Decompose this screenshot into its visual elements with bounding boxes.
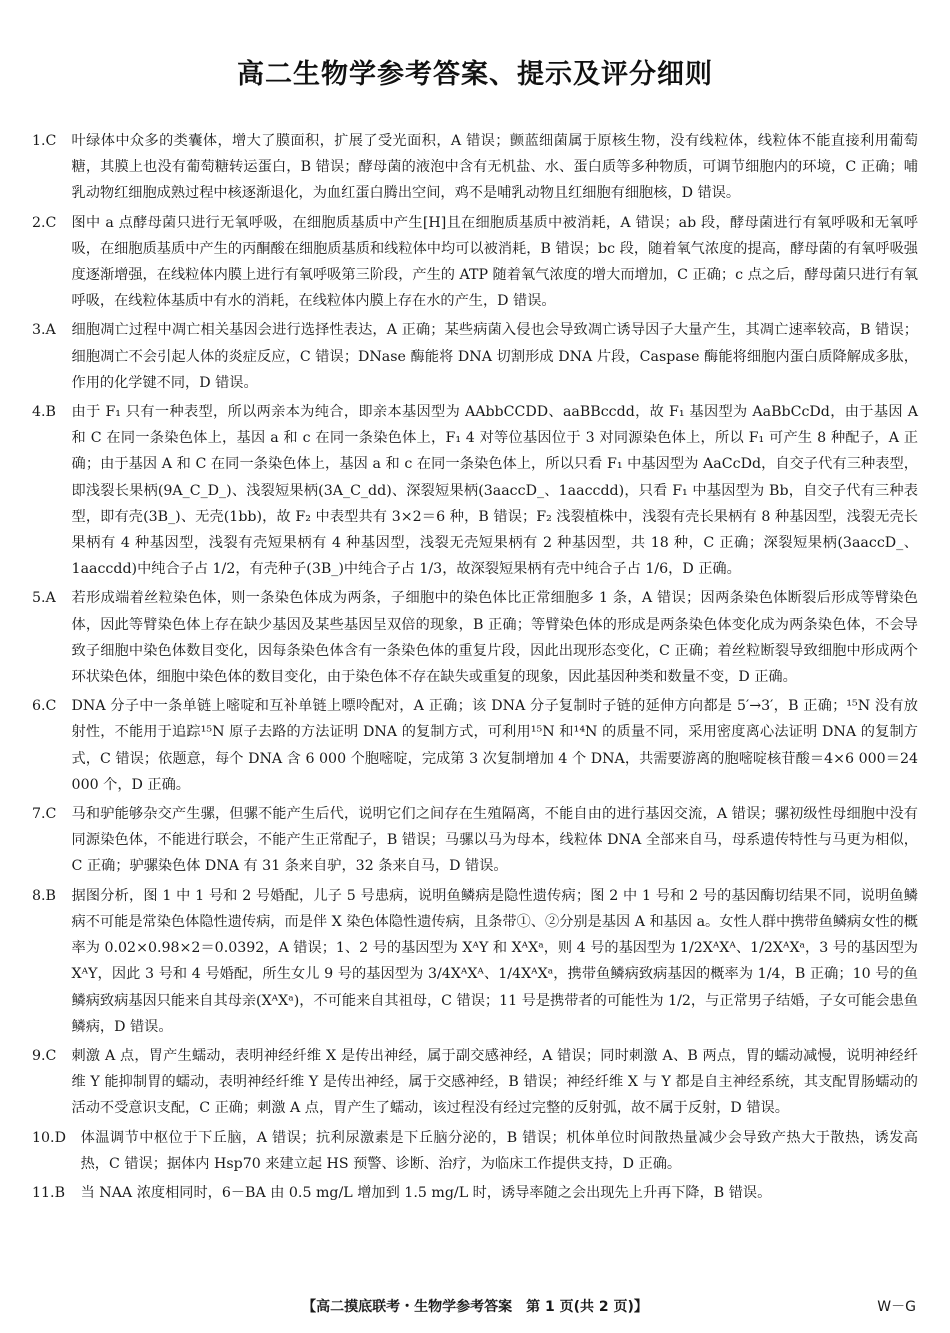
answer-item xyxy=(32,1043,918,1122)
answer-letter: C xyxy=(45,1047,57,1064)
answer-letter: B xyxy=(54,1184,66,1201)
question-number: 11. xyxy=(32,1184,55,1201)
answer-letter: B xyxy=(45,887,56,904)
answer-explanation: 图中 a 点酵母菌只进行无氧呼吸，在细胞质基质中产生[H]且在细胞质基质中被消耗，A 错误；ab 段，酵母菌进行有氧呼吸和无氧呼吸，在细胞质基质中产生的丙酮酸在细胞质基质和线粒体中均可以被消耗，B 错误；bc 段，随着氧气浓度的提高，酵母菌的有氧呼吸强度逐渐增强，在线粒体内膜上进行有氧呼吸第三阶段，产生的 ATP 随着氧气浓度的增大而增加，C 正确；c 点之后，酵母菌只进行有氧呼吸，在线粒体基质中有水的消耗，在线粒体内膜上存在水的产生，D 错误。 xyxy=(71,214,918,310)
question-number: 9. xyxy=(32,1047,46,1064)
answer-letter: C xyxy=(45,806,57,823)
answer-explanation: 若形成端着丝粒染色体，则一条染色体成为两条，子细胞中的染色体比正常细胞多 1 条，A 错误；因两条染色体断裂后形成等臂染色体，因此等臂染色体上存在缺少基因及某些基因呈双倍的现象，B 正确；等臂染色体的形成是两条染色体变化成为两条染色体，不会导致子细胞中染色体数目变化，因每条染色体含有一条染色体的重复片段，因此出现形态变化，C 正确；着丝粒断裂导致细胞中形成两个环状染色体，细胞中染色体的数目变化，由于染色体不存在缺失或重复的现象，因此基因种类和数量不变，D 正确。 xyxy=(71,590,918,686)
answer-letter: C xyxy=(45,698,57,715)
answer-explanation: 刺激 A 点，胃产生蠕动，表明神经纤维 X 是传出神经，属于副交感神经，A 错误；同时刺激 A、B 两点，胃的蠕动减慢，说明神经纤维 Y 能抑制胃的蠕动，表明神经纤维 Y 是传出神经，属于交感神经，B 错误；神经纤维 X 与 Y 都是自主神经系统，其支配胃肠蠕动的活动不受意识支配，C 正确；刺激 A 点，胃产生了蠕动，该过程没有经过完整的反射弧，故不属于反射，D 错误。 xyxy=(71,1047,918,1117)
question-number: 10. xyxy=(32,1129,55,1146)
answer-item xyxy=(32,1180,918,1206)
page-footer xyxy=(0,1296,950,1326)
question-number: 4. xyxy=(32,404,46,421)
answer-letter: D xyxy=(54,1129,66,1146)
answer-explanation: 由于 F₁ 只有一种表型，所以两亲本为纯合，即亲本基因型为 AAbbCCDD、aaBBccdd，故 F₁ 基因型为 AaBbCcDd，由于基因 A 和 C 在同一条染色体上，基因 a 和 c 在同一条染色体上，F₁ 4 对等位基因位于 3 对同源染色体上，所以 F₁ 可产生 8 种配子，A 正确；由于基因 A 和 C 在同一条染色体上，基因 a 和 c 在同一条染色体上，所以只看 F₁ 中基因型为 AaCcDd，自交子代有三种表型，即浅裂长果柄(9A_C_D_)、浅裂短果柄(3A_C_dd)、深裂短果柄(3aaccD_、1aaccdd)，只看 F₁ 中基因型为 Bb，自交子代有三种表型，即有壳(3B_)、无壳(1bb)，故 F₂ 中表型共有 3×2＝6 种，B 错误；F₂ 浅裂植株中，浅裂有壳长果柄有 8 种基因型，浅裂无壳长果柄有 4 种基因型，浅裂有壳短果柄有 4 种基因型，浅裂无壳短果柄有 2 种基因型，共 18 种，C 正确；深裂短果柄(3aaccD_、1aaccdd)中纯合子占 1/2，有壳种子(3B_)中纯合子占 1/3，故深裂短果柄有壳中纯合子占 1/6，D 正确。 xyxy=(71,404,918,578)
answer-letter: C xyxy=(45,133,57,149)
answer-explanation: 细胞凋亡过程中凋亡相关基因会进行选择性表达，A 正确；某些病菌入侵也会导致凋亡诱导因子大量产生，其凋亡速率较高，B 错误；细胞凋亡不会引起人体的炎症反应，C 错误；DNase 酶能将 DNA 切割形成 DNA 片段，Caspase 酶能将细胞内蛋白质降解成多肽，作用的化学键不同，D 错误。 xyxy=(71,322,918,391)
question-number: 8. xyxy=(32,887,46,904)
answer-explanation: 马和驴能够杂交产生骡，但骡不能产生后代，说明它们之间存在生殖隔离，不能自由的进行基因交流，A 错误；骡初级性母细胞中没有同源染色体，不能进行联会，不能产生正常配子，B 错误；马骡以马为母本，线粒体 DNA 全部来自马，母系遗传特性与马更为相似，C 正确；驴骡染色体 DNA 有 31 条来自驴，32 条来自马，D 错误。 xyxy=(71,806,918,875)
answer-item xyxy=(32,801,918,880)
answer-explanation: DNA 分子中一条单链上嘧啶和互补单链上嘌呤配对，A 正确；该 DNA 分子复制时子链的延伸方向都是 5′→3′，B 正确；¹⁵N 没有放射性，不能用于追踪¹⁵N 原子去路的方法证明 DNA 的复制方式，可利用¹⁵N 和¹⁴N 的质量不同，采用密度离心法证明 DNA 的复制方式，C 错误；依题意，每个 DNA 含 6 000 个胞嘧啶，完成第 3 次复制增加 4 个 DNA，共需要游离的胞嘧啶核苷酸＝4×6 000＝24 000 个，D 正确。 xyxy=(71,698,918,793)
answer-item xyxy=(32,585,918,690)
answer-explanation: 当 NAA 浓度相同时，6－BA 由 0.5 mg/L 增加到 1.5 mg/L 时，诱导率随之会出现先上升再下降，B 错误。 xyxy=(80,1184,772,1201)
answer-list xyxy=(32,128,918,1209)
answer-letter: B xyxy=(45,404,56,421)
answer-letter: A xyxy=(45,590,56,607)
answer-item xyxy=(32,1125,918,1177)
question-number: 5. xyxy=(32,590,46,607)
answer-item xyxy=(32,317,918,396)
answer-item xyxy=(32,693,918,798)
footer-label: 【高二摸底联考・生物学参考答案 第 1 页(共 2 页)】 xyxy=(302,1299,648,1315)
answer-explanation: 据图分析，图 1 中 1 号和 2 号婚配，儿子 5 号患病，说明鱼鳞病是隐性遗传病；图 2 中 1 号和 2 号的基因酶切结果不同，说明鱼鳞病不可能是常染色体隐性遗传病，而是伴 X 染色体隐性遗传病，且条带①、②分别是基因 A 和基因 a。女性人群中携带鱼鳞病女性的概率为 0.02×0.98×2＝0.0392，A 错误；1、2 号的基因型为 XᴬY 和 XᴬXᵃ，则 4 号的基因型为 1/2XᴬXᴬ、1/2XᴬXᵃ，3 号的基因型为 XᴬY，因此 3 号和 4 号婚配，所生女儿 9 号的基因型为 3/4XᴬXᴬ、1/4XᴬXᵃ，携带鱼鳞病致病基因的概率为 1/4，B 正确；10 号的鱼鳞病致病基因只能来自其母亲(XᴬXᵃ)，不可能来自其祖母，C 错误；11 号是携带者的可能性为 1/2，与正常男子结婚，子女可能会患鱼鳞病，D 错误。 xyxy=(71,887,918,1035)
page-title: 高二生物学参考答案、提示及评分细则 xyxy=(237,59,713,90)
answer-item xyxy=(32,883,918,1040)
question-number: 7. xyxy=(32,806,46,823)
question-number: 3. xyxy=(32,322,46,339)
answer-item xyxy=(32,210,918,315)
answer-letter: C xyxy=(45,214,57,231)
answer-item xyxy=(32,399,918,582)
footer-code: W－G xyxy=(877,1299,916,1315)
answer-explanation: 叶绿体中众多的类囊体，增大了膜面积，扩展了受光面积，A 错误；颤蓝细菌属于原核生物，没有线粒体，线粒体不能直接利用葡萄糖，其膜上也没有葡萄糖转运蛋白，B 错误；酵母菌的液泡中含有无机盐、水、蛋白质等多种物质，可调节细胞内的环境，C 正确；哺乳动物红细胞成熟过程中核逐渐退化，为血红蛋白腾出空间，鸡不是哺乳动物且红细胞有细胞核，D 错误。 xyxy=(71,133,918,202)
answer-item xyxy=(32,128,918,207)
question-number: 6. xyxy=(32,698,46,715)
question-number: 2. xyxy=(32,214,46,231)
answer-explanation: 体温调节中枢位于下丘脑，A 错误；抗利尿激素是下丘脑分泌的，B 错误；机体单位时间散热量减少会导致产热大于散热，诱发高热，C 错误；据体内 Hsp70 来建立起 HS 预警、诊断、治疗，为临床工作提供支持，D 正确。 xyxy=(80,1129,918,1172)
question-number: 1. xyxy=(32,133,46,149)
answer-letter: A xyxy=(45,322,56,339)
